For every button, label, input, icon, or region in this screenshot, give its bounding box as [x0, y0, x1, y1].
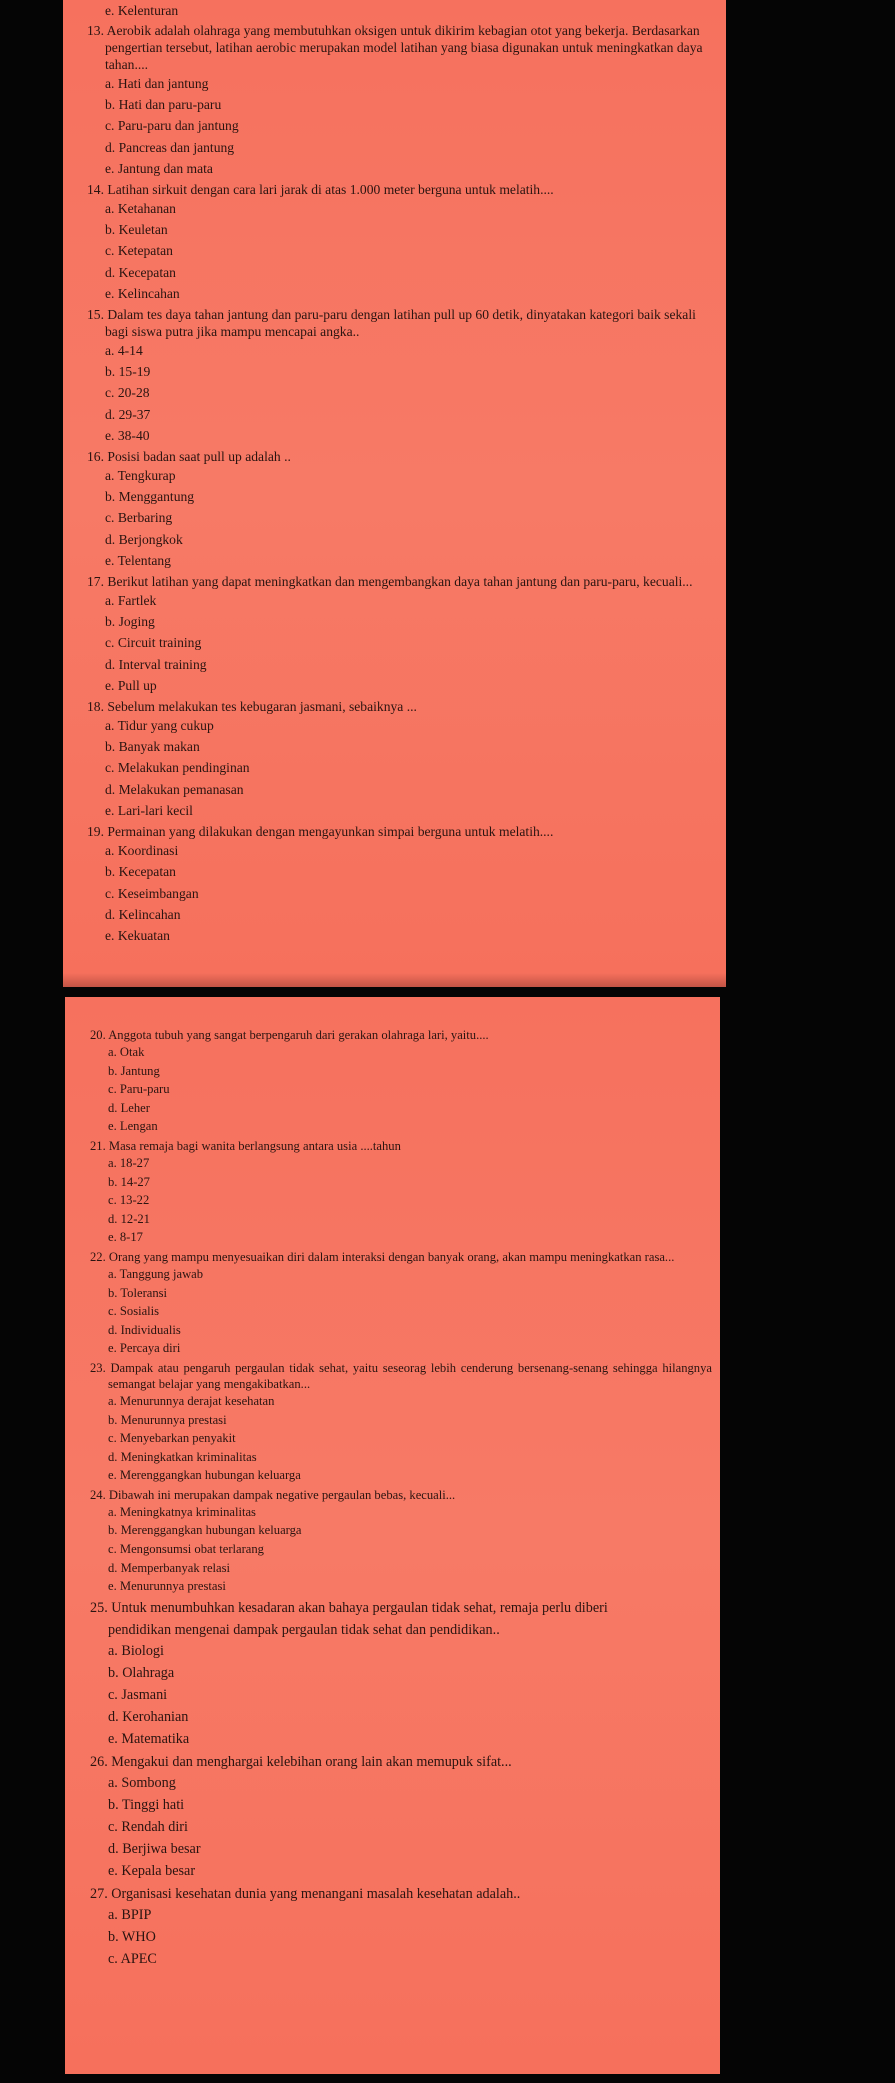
question-text: 24. Dibawah ini merupakan dampak negative pergaulan bebas, kecuali... — [90, 1487, 456, 1502]
question-26 — [90, 1752, 720, 1882]
option-a: a. Meningkatnya kriminalitas — [108, 1504, 256, 1519]
option-c: c. Paru-paru — [108, 1082, 170, 1097]
option-b: b. Keuletan — [105, 222, 168, 238]
option-b: b. Merenggangkan hubungan keluarga — [108, 1523, 302, 1538]
option-a: a. Sombong — [108, 1774, 176, 1791]
option-b: b. Joging — [105, 614, 155, 630]
option-d: d. Berjongkok — [105, 531, 183, 547]
option-a: a. Tanggung jawab — [108, 1266, 204, 1281]
option-c: c. Menyebarkan penyakit — [108, 1431, 236, 1446]
option-a: a. Otak — [108, 1045, 145, 1059]
option-a: a. Koordinasi — [105, 843, 179, 859]
option-c: c. Melakukan pendinginan — [105, 760, 250, 776]
option-b: b. Kecepatan — [105, 864, 176, 880]
option-e: e. Matematika — [108, 1730, 190, 1747]
option-b: b. Hati dan paru-paru — [105, 97, 222, 113]
question-text: 22. Orang yang mampu menyesuaikan diri dalam interaksi dengan banyak orang, akan mampu meningkatkan rasa... — [90, 1249, 675, 1264]
question-text: 26. Mengakui dan menghargai kelebihan orang lain akan memupuk sifat... — [90, 1753, 512, 1770]
option-b: b. 15-19 — [105, 364, 151, 380]
question-27 — [90, 1884, 720, 1970]
option-d: d. Interval training — [105, 656, 207, 672]
question-16 — [87, 448, 714, 571]
option-c: c. Paru-paru dan jantung — [105, 118, 239, 134]
option-e: e. 38-40 — [105, 427, 150, 443]
option-c: c. Jasmani — [108, 1686, 168, 1703]
option-d: d. Kerohanian — [108, 1708, 189, 1725]
option-d: d. Leher — [108, 1100, 150, 1115]
option-e: e. Menurunnya prestasi — [108, 1579, 226, 1594]
option-c: c. 13-22 — [108, 1193, 150, 1208]
question-18 — [87, 698, 714, 821]
option-e: e. Merenggangkan hubungan keluarga — [108, 1468, 301, 1483]
option-d: d. Berjiwa besar — [108, 1840, 201, 1857]
question-23 — [90, 1360, 720, 1485]
question-text: 27. Organisasi kesehatan dunia yang menangani masalah kesehatan adalah.. — [90, 1885, 521, 1902]
option-c: c. Ketepatan — [105, 243, 173, 259]
question-text: 19. Permainan yang dilakukan dengan mengayunkan simpai berguna untuk melatih.... — [87, 824, 554, 840]
option-e: e. 8-17 — [108, 1230, 143, 1245]
question-22 — [90, 1249, 720, 1358]
option-c: c. Berbaring — [105, 510, 173, 526]
question-15 — [87, 306, 714, 446]
worksheet-page-1 — [63, 0, 726, 987]
option-b: b. Olahraga — [108, 1664, 175, 1681]
option-c: c. Rendah diri — [108, 1818, 188, 1835]
option-c: c. Sosialis — [108, 1304, 160, 1319]
question-24 — [90, 1487, 720, 1596]
option-b: b. Jantung — [108, 1063, 160, 1078]
option-e: e. Telentang — [105, 552, 171, 568]
option-d: d. Memperbanyak relasi — [108, 1560, 231, 1575]
option-e: e. Lari-lari kecil — [105, 802, 193, 818]
lead-option: e. Kelenturan — [105, 3, 179, 18]
option-b: b. Menggantung — [105, 489, 195, 505]
option-a: a. Ketahanan — [105, 201, 176, 217]
option-d: d. 29-37 — [105, 406, 151, 422]
option-a: a. 18-27 — [108, 1155, 150, 1170]
option-e: e. Kepala besar — [108, 1862, 196, 1879]
option-c: c. Keseimbangan — [105, 885, 199, 901]
option-a: a. Hati dan jantung — [105, 76, 209, 91]
option-e: e. Kekuatan — [105, 927, 170, 943]
question-text: 15. Dalam tes daya tahan jantung dan paru-paru dengan latihan pull up 60 detik, dinyatakan kategori baik sekali bagi siswa putra jika mampu mencapai angka.. — [87, 307, 696, 340]
question-19 — [87, 823, 714, 946]
option-d: d. Meningkatkan kriminalitas — [108, 1449, 257, 1464]
question-text: 14. Latihan sirkuit dengan cara lari jarak di atas 1.000 meter berguna untuk melatih.... — [87, 182, 554, 198]
option-c: c. Mengonsumsi obat terlarang — [108, 1542, 264, 1557]
option-c: c. 20-28 — [105, 385, 150, 401]
option-a: a. Tidur yang cukup — [105, 718, 214, 734]
option-c: c. Circuit training — [105, 635, 202, 651]
option-a: a. BPIP — [108, 1906, 152, 1923]
option-d: d. Kecepatan — [105, 264, 176, 280]
option-e: e. Kelincahan — [105, 285, 180, 301]
option-d: d. 12-21 — [108, 1211, 150, 1226]
question-14 — [87, 181, 714, 304]
option-b: b. WHO — [108, 1928, 156, 1945]
option-a: a. Fartlek — [105, 593, 157, 609]
option-d: d. Melakukan pemanasan — [105, 781, 244, 797]
option-a: a. Tengkurap — [105, 468, 176, 484]
question-text: 23. Dampak atau pengaruh pergaulan tidak sehat, yaitu seseorag lebih cenderung bersenang-senang sehingga hilangnya semangat belajar yang mengakibatkan... — [90, 1360, 712, 1391]
option-a: a. 4-14 — [105, 343, 143, 359]
question-text: 18. Sebelum melakukan tes kebugaran jasmani, sebaiknya ... — [87, 699, 417, 715]
question-text: 16. Posisi badan saat pull up adalah .. — [87, 449, 291, 465]
question-text-line2: pendidikan mengenai dampak pergaulan tidak sehat dan pendidikan.. — [108, 1621, 500, 1638]
option-d: d. Kelincahan — [105, 906, 181, 922]
option-d: d. Individualis — [108, 1322, 181, 1337]
option-b: b. Menurunnya prestasi — [108, 1412, 227, 1427]
option-b: b. Toleransi — [108, 1285, 168, 1300]
worksheet-page-2 — [65, 997, 720, 2074]
question-text-line1: 25. Untuk menumbuhkan kesadaran akan bahaya pergaulan tidak sehat, remaja perlu diberi — [90, 1599, 608, 1616]
option-b: b. Banyak makan — [105, 739, 200, 755]
option-e: e. Jantung dan mata — [105, 160, 213, 176]
question-21 — [90, 1138, 720, 1247]
question-text: 20. Anggota tubuh yang sangat berpengaruh dari gerakan olahraga lari, yaitu.... — [90, 1028, 489, 1042]
question-text: 17. Berikut latihan yang dapat meningkatkan dan mengembangkan daya tahan jantung dan paru-paru, kecuali... — [87, 574, 693, 590]
question-text: 21. Masa remaja bagi wanita berlangsung antara usia ....tahun — [90, 1138, 401, 1153]
option-b: b. Tinggi hati — [108, 1796, 185, 1813]
option-b: b. 14-27 — [108, 1174, 150, 1189]
question-13 — [87, 22, 714, 179]
option-a: a. Menurunnya derajat kesehatan — [108, 1393, 275, 1408]
option-d: d. Pancreas dan jantung — [105, 139, 235, 155]
question-20 — [90, 1027, 720, 1136]
question-17 — [87, 573, 714, 696]
question-25 — [90, 1598, 720, 1750]
option-e: e. Lengan — [108, 1119, 158, 1134]
page-edge-shadow — [63, 973, 726, 987]
option-e: e. Pull up — [105, 677, 157, 693]
question-text: 13. Aerobik adalah olahraga yang membutuhkan oksigen untuk dikirim kebagian otot yang bekerja. Berdasarkan pengertian tersebut, latihan aerobic merupakan model latihan yang biasa digunakan untuk meningkatkan daya tahan.... — [87, 23, 703, 72]
option-e: e. Percaya diri — [108, 1341, 181, 1356]
option-a: a. Biologi — [108, 1642, 164, 1659]
option-c: c. APEC — [108, 1950, 157, 1967]
